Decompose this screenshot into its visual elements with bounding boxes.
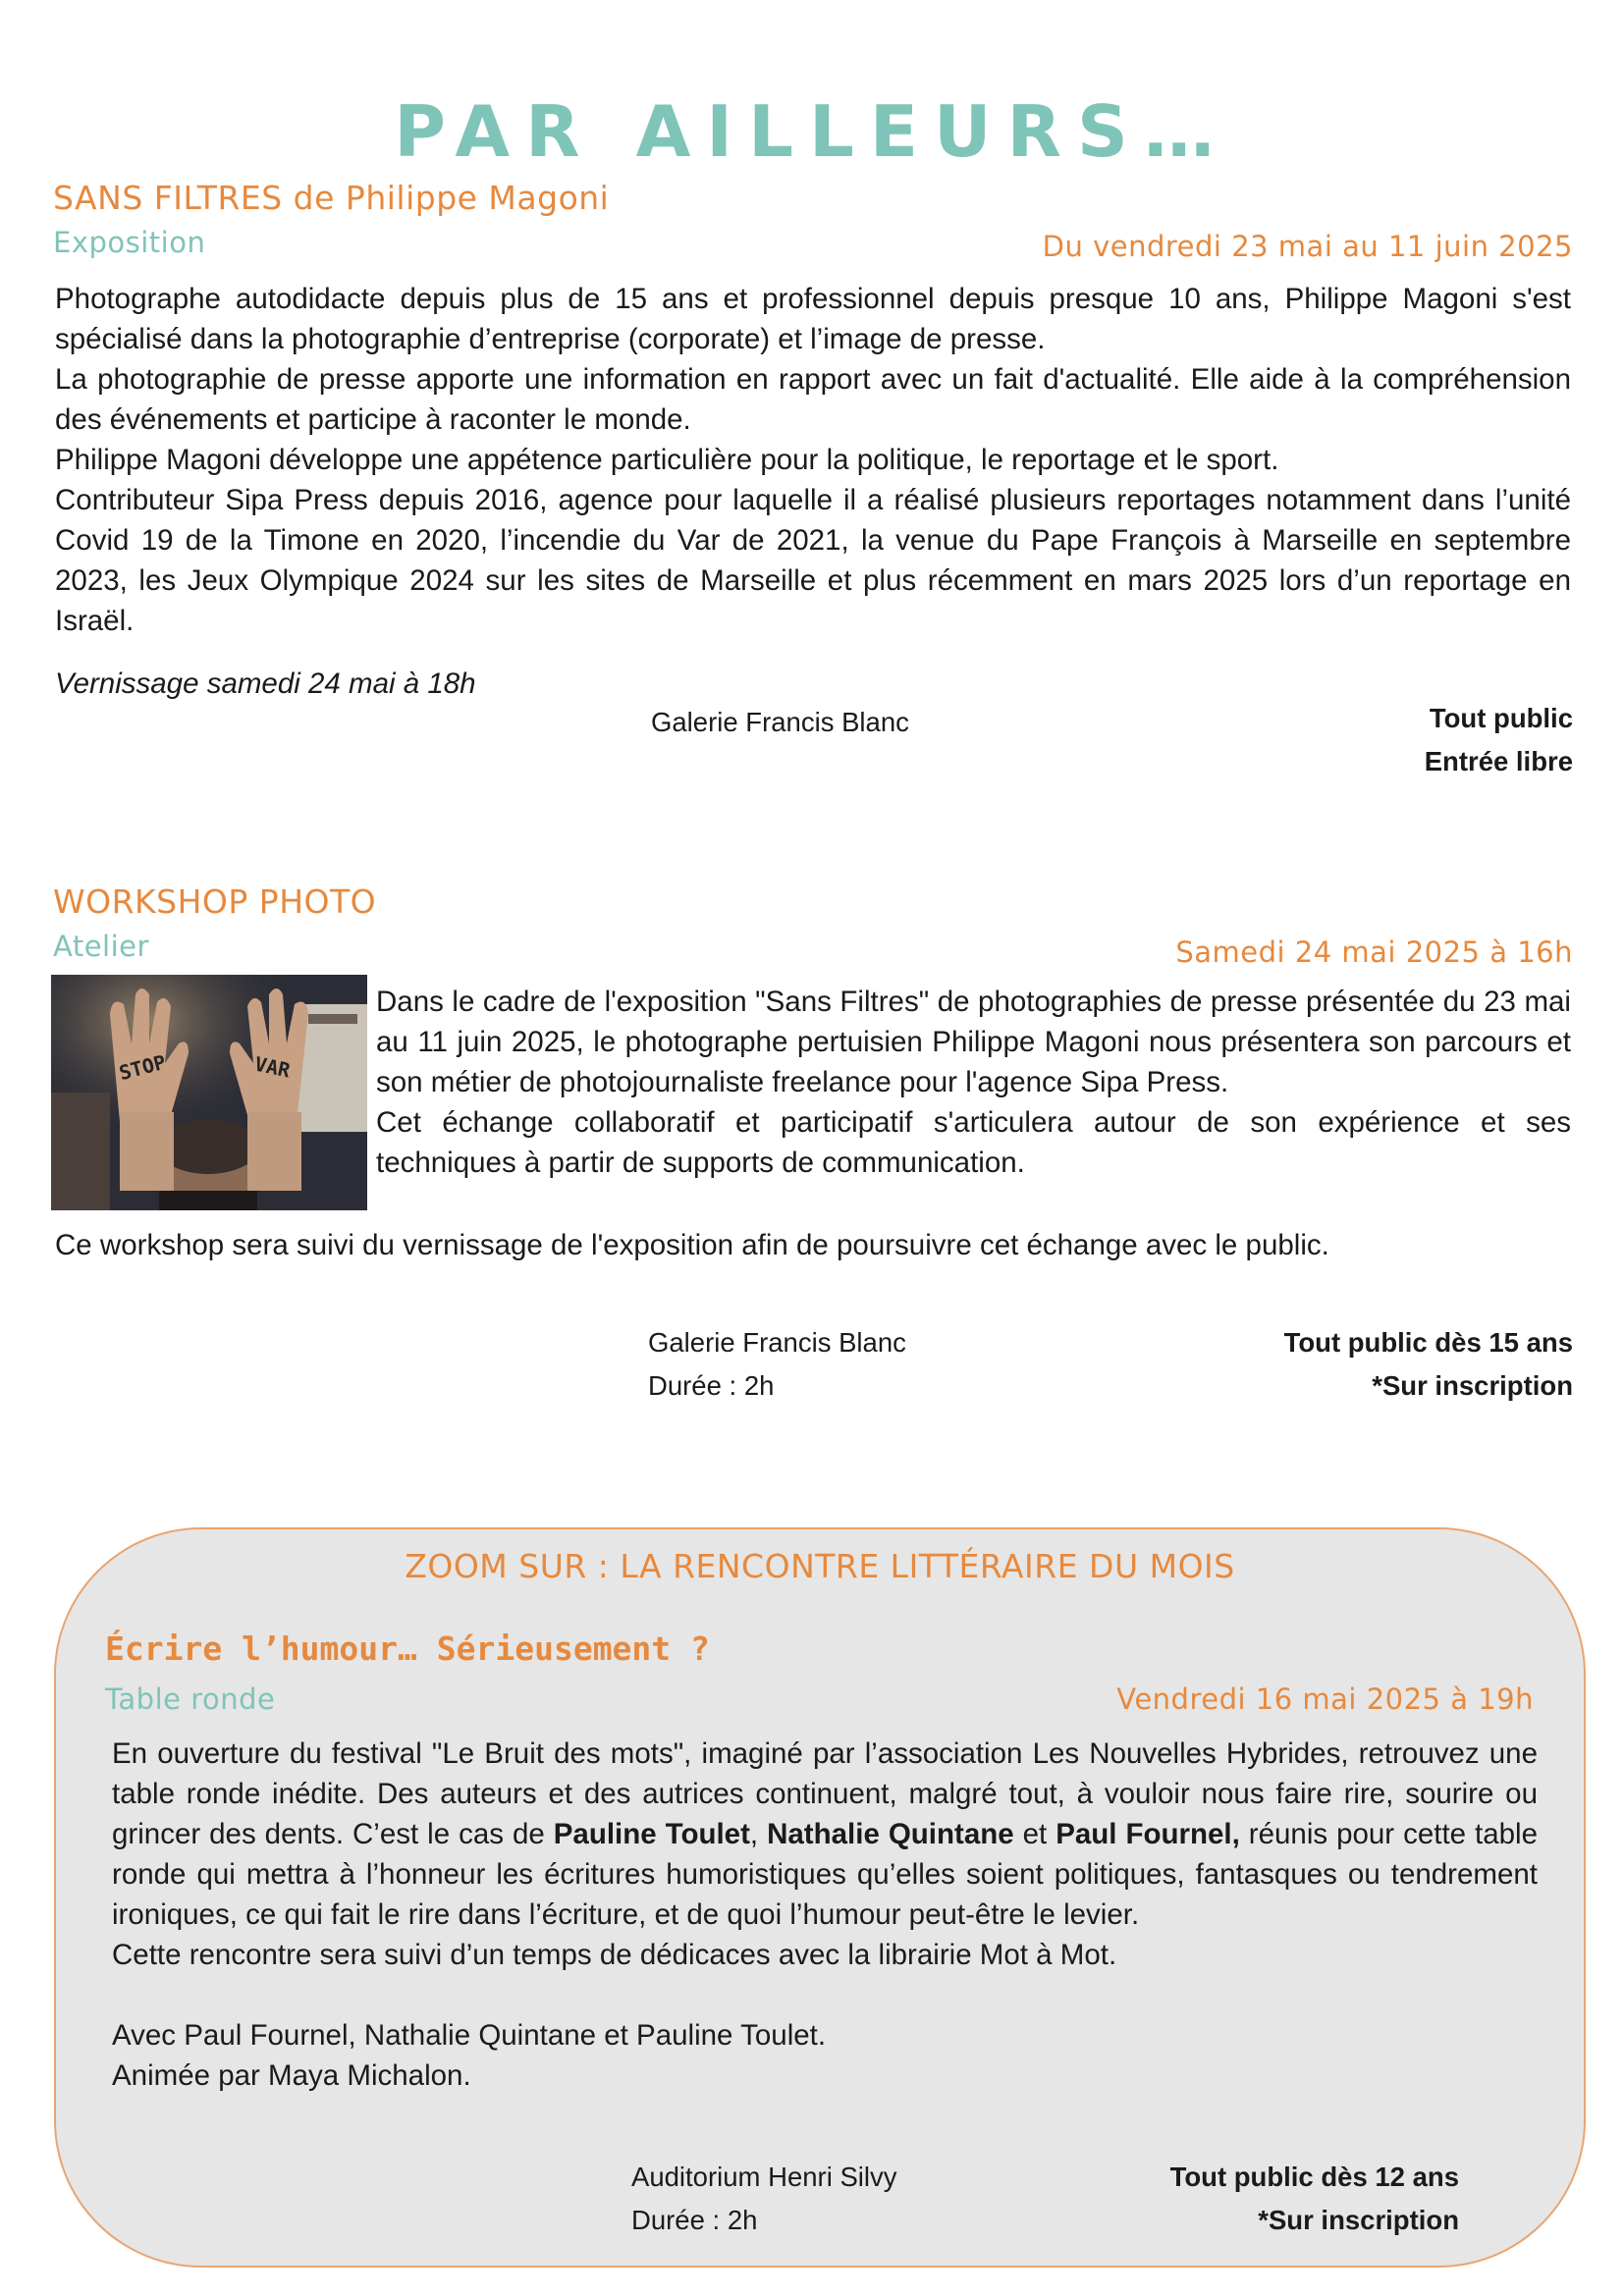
zoom-duration: Durée : 2h [631, 2205, 758, 2235]
event2-photo [51, 975, 367, 1210]
event1-date: Du vendredi 23 mai au 11 juin 2025 [1042, 230, 1573, 263]
event2-venue: Galerie Francis Blanc [648, 1327, 906, 1358]
event1-type: Exposition [53, 226, 206, 259]
zoom-sep-1: , [749, 1818, 768, 1850]
zoom-venue: Auditorium Henri Silvy [631, 2162, 897, 2192]
zoom-registration: *Sur inscription [1258, 2205, 1459, 2235]
event1-title: SANS FILTRES de Philippe Magoni [53, 179, 610, 217]
event1-paragraph: Contributeur Sipa Press depuis 2016, agence pour laquelle il a réalisé plusieurs reportages notamment dans l’unité Covid 19 de la Timone en 2020, l’incendie du Var de 2021, la venue du Pape François à Marseille en septembre 2023, les Jeux Olympique 2024 sur les sites de Marseille et plus récemment en mars 2025 lors d’un reportage en Israël. [55, 484, 1571, 637]
event2-type: Atelier [53, 930, 149, 963]
zoom-paragraph-1 [112, 1734, 1538, 1935]
event2-title: WORKSHOP PHOTO [53, 882, 377, 921]
event1-description [55, 279, 1571, 641]
event2-description [376, 982, 1571, 1183]
zoom-title: Écrire l’humour… Sérieusement ? [105, 1629, 710, 1668]
zoom-type: Table ronde [105, 1682, 276, 1716]
zoom-host: Animée par Maya Michalon. [112, 2059, 471, 2092]
event1-paragraph: Philippe Magoni développe une appétence particulière pour la politique, le reportage et le sport. [55, 444, 1279, 476]
zoom-paragraph-2: Cette rencontre sera suivi d’un temps de dédicaces avec la librairie Mot à Mot. [112, 1939, 1117, 1971]
event2-duration: Durée : 2h [648, 1370, 775, 1401]
zoom-text-a: En ouverture du festival "Le Bruit des mots", imaginé par l’association Les Nouvelles Hybrides, retrouvez une table ronde inédite. Des auteurs et des autrices continuent, malgré tout, à vouloir nous faire rire, sourire ou grincer des dents. C’est le cas de [112, 1737, 1538, 1850]
event2-registration: *Sur inscription [1372, 1370, 1573, 1401]
hand-right-text: VAR [252, 1051, 293, 1083]
event1-paragraph: Photographe autodidacte depuis plus de 15 ans et professionnel depuis presque 10 ans, Philippe Magoni s'est spécialisé dans la photographie d’entreprise (corporate) et l’image de presse. [55, 283, 1571, 355]
event1-vernissage: Vernissage samedi 24 mai à 18h [55, 667, 476, 700]
event1-entry: Entrée libre [1424, 746, 1573, 776]
zoom-description [112, 1734, 1538, 2096]
event2-date: Samedi 24 mai 2025 à 16h [1175, 935, 1573, 969]
event2-followup: Ce workshop sera suivi du vernissage de l'exposition afin de poursuivre cet échange avec le public. [55, 1229, 1329, 1261]
zoom-text-b: réunis pour cette table ronde qui mettra à l’honneur les écritures humoristiques qu’elles soient politiques, fantasques ou tendrement ironiques, ce qui fait le rire dans l’écriture, et de quoi l’humour peut-être le levier. [112, 1818, 1538, 1931]
zoom-audience: Tout public dès 12 ans [1169, 2162, 1459, 2192]
event1-paragraph: La photographie de presse apporte une information en rapport avec un fait d'actualité. Elle aide à la compréhension des événements et participe à raconter le monde. [55, 363, 1571, 436]
event2-paragraph: Cet échange collaboratif et participatif s'articulera autour de son expérience et ses techniques à partir de supports de communication. [376, 1106, 1571, 1179]
event1-venue: Galerie Francis Blanc [651, 707, 909, 737]
protest-photo-image [51, 975, 367, 1210]
event2-audience: Tout public dès 15 ans [1283, 1327, 1573, 1358]
zoom-heading: ZOOM SUR : LA RENCONTRE LITTÉRAIRE DU MOIS [405, 1547, 1235, 1585]
hand-left-text: STOP [116, 1049, 169, 1086]
zoom-date: Vendredi 16 mai 2025 à 19h [1116, 1682, 1534, 1716]
zoom-sep-2: et [1013, 1818, 1056, 1850]
author-paul-fournel: Paul Fournel, [1056, 1818, 1240, 1850]
event2-paragraph: Dans le cadre de l'exposition "Sans Filtres" de photographies de presse présentée du 23 mai au 11 juin 2025, le photographe pertuisien Philippe Magoni nous présentera son parcours et son métier de photojournaliste freelance pour l'agence Sipa Press. [376, 986, 1571, 1098]
zoom-guests: Avec Paul Fournel, Nathalie Quintane et Pauline Toulet. [112, 2019, 827, 2052]
event1-audience: Tout public [1429, 703, 1573, 733]
author-pauline-toulet: Pauline Toulet [553, 1818, 750, 1850]
page-title: PAR AILLEURS… [394, 90, 1230, 173]
author-nathalie-quintane: Nathalie Quintane [767, 1818, 1014, 1850]
